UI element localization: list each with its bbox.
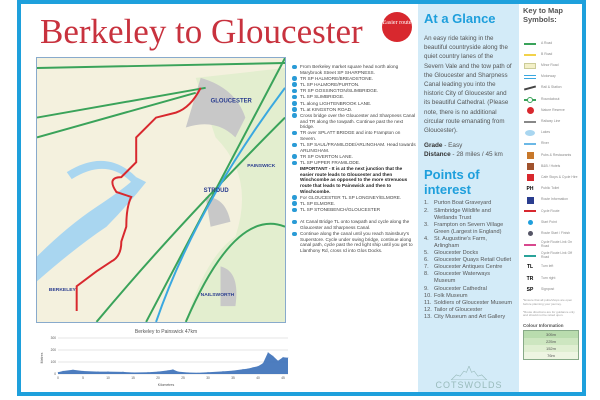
x-tick-label: 15 xyxy=(131,376,135,380)
easier-route-badge: Easier route xyxy=(382,12,412,42)
direction-step: TL along LIGHTENBROOK LANE. xyxy=(292,101,416,107)
poi-item xyxy=(424,286,513,293)
poi-number: 1. xyxy=(424,200,429,207)
poi-number: 8. xyxy=(424,271,429,278)
direction-step: From Berkeley market square head north along Marybrook Street SP SHARPNESS. xyxy=(292,64,416,75)
poi-number: 12. xyxy=(424,306,432,313)
distance-value: - 28 miles / 45 km xyxy=(450,150,503,158)
grade xyxy=(424,142,513,151)
cotswolds-skyline-icon xyxy=(444,366,494,380)
key-item xyxy=(523,60,579,71)
key-symbol-icon xyxy=(523,73,537,81)
distance xyxy=(424,151,513,160)
y-tick-label: 0 xyxy=(54,372,56,377)
elevation-point xyxy=(148,372,149,373)
direction-step: TL SP HALMORE/PURTON. xyxy=(292,82,416,88)
key-label: Pubs & Restaurants xyxy=(541,152,572,157)
poi-name: Gloucester Docks xyxy=(434,250,479,257)
important-note: IMPORTANT - It is at the next junction that the easier route leads to Gloucester and then Winchcombe as opposed to the more strenuous route that leads to Painswick and then to Winchcombe. xyxy=(300,166,408,194)
key-label: Cafe Stops & Cycle Hire xyxy=(541,174,578,179)
key-label: Cycle Route Link Off Road xyxy=(541,251,573,260)
direction-step: TL SP ELMORE. xyxy=(292,201,416,207)
direction-step: TL SP SAUL/FRAMILODE/ARLINGHAM. Head towards ARLINGHAM. xyxy=(292,142,416,153)
elevation-point xyxy=(73,370,74,371)
key-symbol-icon xyxy=(523,252,537,260)
x-tick-label: 0 xyxy=(57,376,59,380)
key-symbol-icon xyxy=(523,51,537,59)
key-item xyxy=(523,83,579,94)
x-tick-label: 5 xyxy=(82,376,84,380)
key-label: Turn left xyxy=(541,264,554,269)
at-a-glance-heading: At a Glance xyxy=(424,11,496,26)
x-tick-label: 45 xyxy=(281,376,285,380)
key-items xyxy=(523,38,579,295)
elevation-point xyxy=(168,370,169,371)
x-tick-label: 35 xyxy=(231,376,235,380)
poi-name: Tailor of Gloucester xyxy=(434,306,483,313)
poi-name: Folk Museum xyxy=(434,292,468,299)
direction-step: TR over SPLATT BRIDGE and into Frampton on Severn. xyxy=(292,130,416,141)
key-symbol-icon xyxy=(523,263,537,271)
poi-item xyxy=(424,257,513,264)
poi-number: 11. xyxy=(424,299,432,306)
chart-title: Berkeley to Painswick 47km xyxy=(134,329,198,335)
elevation-point xyxy=(83,371,84,372)
key-label: Railway Line xyxy=(541,119,561,123)
cotswolds-logo xyxy=(433,366,505,390)
route-map[interactable] xyxy=(36,57,286,323)
key-label: Public Toilet xyxy=(541,186,560,191)
elevation-point xyxy=(108,371,109,372)
elevation-point xyxy=(278,361,279,362)
direction-step: TL SP UPPER FRAMILODE. xyxy=(292,160,416,166)
poi-item xyxy=(424,300,513,307)
at-a-glance-panel xyxy=(418,4,519,392)
key-symbol-icon xyxy=(523,140,537,148)
direction-step: Continue along the canal until you reach Sainsbury's Superstore. Cycle under swing bridge, continue along canal path, cycle past the red light ship until you get to Llanthony Rd, cross rd into Glos Docks. xyxy=(292,231,416,253)
poi-name: Gloucester Waterways Museum xyxy=(434,271,491,285)
key-symbol-icon xyxy=(523,62,537,70)
x-tick-label: 25 xyxy=(181,376,185,380)
key-label: Motorway xyxy=(541,74,556,79)
key-symbol-icon xyxy=(523,40,537,48)
key-symbol-icon xyxy=(523,174,537,182)
key-symbol-text: TL xyxy=(526,264,534,271)
key-symbol-icon xyxy=(523,118,537,126)
poi-name: Gloucester Cathedral xyxy=(434,285,487,292)
elevation-point xyxy=(178,371,179,372)
poi-name: Slimbridge Wildlife and Wetlands Trust xyxy=(434,207,491,221)
direction-step: TL SP STONEBENCH/GLOUCESTER xyxy=(292,207,416,213)
chart-xlabel: Kilometres xyxy=(157,383,175,387)
colour-info-box xyxy=(523,330,579,360)
key-label: Start Point xyxy=(541,219,557,224)
key-note: *Ensure that all pubs/shops are open before planning your journey. xyxy=(523,298,573,306)
key-symbol-icon xyxy=(523,107,537,115)
elevation-point xyxy=(288,358,289,359)
map-key xyxy=(523,6,579,390)
key-label: Roundabout xyxy=(541,96,560,101)
poi-item xyxy=(424,264,513,271)
key-label: Cycle Route xyxy=(541,208,560,213)
key-symbol-icon xyxy=(523,219,537,227)
y-tick-label: 200 xyxy=(50,348,56,353)
key-item xyxy=(523,251,579,262)
glance-description: An easy ride taking in the beautiful countryside along the quiet country lanes of the Severn Vale and the tow path of the Gloucester and Sharpness Canal leading you into the historic City of Gloucester and its beautiful Cathedral. (Please note, there is no additional circular route emanating from Gloucester). xyxy=(424,35,512,135)
elevation-point xyxy=(188,372,189,373)
grade-value: - Easy xyxy=(442,142,463,150)
map-label-stroud: STROUD xyxy=(203,187,229,194)
colour-band: 225m xyxy=(524,338,578,345)
key-label: Minor Road xyxy=(541,63,559,68)
elevation-point xyxy=(173,369,174,370)
poi-number: 6. xyxy=(424,257,429,264)
elevation-profile-chart xyxy=(40,326,292,388)
poi-item xyxy=(424,250,513,257)
poi-number: 2. xyxy=(424,207,429,214)
poi-number: 7. xyxy=(424,264,429,271)
poi-name: Purton Boat Graveyard xyxy=(434,200,492,207)
elevation-point xyxy=(58,372,59,373)
key-heading: Key to Map Symbols: xyxy=(523,6,564,24)
key-item xyxy=(523,150,579,161)
key-item xyxy=(523,105,579,116)
x-tick-label: 30 xyxy=(206,376,210,380)
distance-label: Distance xyxy=(424,150,451,158)
map-svg xyxy=(37,58,285,322)
elevation-point xyxy=(133,372,134,373)
points-of-interest-heading: Points of interest xyxy=(424,167,480,198)
poi-number: 5. xyxy=(424,250,429,257)
key-symbol-icon xyxy=(523,129,537,137)
key-label: A Road xyxy=(541,40,553,45)
key-item xyxy=(523,72,579,83)
route-directions xyxy=(292,64,416,254)
key-label: B&B / Hotels xyxy=(541,163,561,168)
poi-name: City Museum and Art Gallery xyxy=(434,313,506,320)
grade-label: Grade xyxy=(424,142,443,150)
poi-item xyxy=(424,307,513,314)
elevation-point xyxy=(158,371,159,372)
elevation-point xyxy=(258,366,259,367)
direction-step: At Canal Bridge TL onto towpath and cycle along the Gloucester and Sharpness Canal. xyxy=(292,219,416,230)
map-label-painswick: PAINSWICK xyxy=(247,164,276,170)
elevation-point xyxy=(253,367,254,368)
poi-number: 4. xyxy=(424,235,429,242)
x-tick-label: 20 xyxy=(156,376,160,380)
elevation-point xyxy=(198,373,199,374)
elevation-point xyxy=(233,370,234,371)
colour-info-heading: Colour Information xyxy=(523,322,564,328)
key-symbol-text: SP xyxy=(526,286,534,293)
severn-estuary xyxy=(37,177,146,281)
key-item xyxy=(523,161,579,172)
key-item xyxy=(523,128,579,139)
key-label: Route Start / Finish xyxy=(541,230,571,235)
y-tick-label: 100 xyxy=(50,360,56,365)
key-symbol-icon xyxy=(523,96,537,104)
points-of-interest-list xyxy=(424,200,513,321)
direction-step: TL SP SLIMBRIDGE. xyxy=(292,94,416,100)
elevation-point xyxy=(98,371,99,372)
elevation-point xyxy=(243,369,244,370)
elevation-point xyxy=(63,371,64,372)
elevation-point xyxy=(263,363,264,364)
cotswolds-logo-text: COTSWOLDS xyxy=(435,380,503,390)
poi-item xyxy=(424,293,513,300)
poi-name: Soldiers of Gloucester Museum xyxy=(434,299,513,306)
chart-ylabel: Metres xyxy=(40,352,44,364)
page-title: Berkeley to Gloucester xyxy=(40,12,363,51)
poi-name: St. Augustine's Farm, Arlingham xyxy=(434,235,487,249)
colour-band: 152m xyxy=(524,345,578,352)
key-item xyxy=(523,172,579,183)
key-item xyxy=(523,139,579,150)
elevation-point xyxy=(248,368,249,369)
poi-number: 9. xyxy=(424,285,429,292)
elevation-point xyxy=(123,372,124,373)
key-symbol-icon xyxy=(523,207,537,215)
poi-item xyxy=(424,200,513,207)
key-item xyxy=(523,206,579,217)
key-note: *Route directions are for guidance only and should not be relied upon. xyxy=(523,309,575,318)
key-item xyxy=(523,284,579,295)
key-symbol-icon xyxy=(523,241,537,249)
key-symbol-icon xyxy=(523,163,537,171)
elevation-area xyxy=(58,352,288,374)
key-item xyxy=(523,262,579,273)
key-symbol-icon xyxy=(523,286,537,294)
y-tick-label: 300 xyxy=(50,336,56,341)
x-tick-label: 40 xyxy=(256,376,260,380)
key-item xyxy=(523,49,579,60)
key-label: Rail & Station xyxy=(541,85,562,90)
poi-number: 10. xyxy=(424,292,432,299)
key-symbol-icon xyxy=(523,230,537,238)
direction-step: TL at KINGSTON ROAD. xyxy=(292,107,416,113)
key-item xyxy=(523,195,579,206)
key-item xyxy=(523,217,579,228)
elevation-point xyxy=(283,357,284,358)
poi-item xyxy=(424,236,513,250)
key-label: Signpost xyxy=(541,286,555,291)
poi-item xyxy=(424,208,513,222)
key-item xyxy=(523,94,579,105)
elevation-point xyxy=(223,371,224,372)
key-item xyxy=(523,228,579,239)
direction-step: For GLOUCESTER TL SP LONGNEY/ELMORE. xyxy=(292,195,416,201)
poi-name: Gloucester Antiques Centre xyxy=(434,264,503,271)
direction-step: TR SP OVERTON LANE. xyxy=(292,154,416,160)
key-label: River xyxy=(541,141,549,146)
key-label: Cycle Route Link On Road xyxy=(541,240,573,248)
key-symbol-text: PH xyxy=(526,186,534,193)
key-symbol-text: TR xyxy=(526,275,534,282)
key-symbol-icon xyxy=(523,84,537,92)
key-item xyxy=(523,273,579,284)
direction-step: TR SP HALMORE/BREADSTONE. xyxy=(292,76,416,82)
poi-item xyxy=(424,222,513,236)
map-label-gloucester: GLOUCESTER xyxy=(210,98,252,105)
key-item xyxy=(523,116,579,127)
poi-name: Frampton on Severn Village Green (Largest in England) xyxy=(434,221,504,235)
key-item xyxy=(523,183,579,194)
key-symbol-icon xyxy=(523,196,537,204)
colour-band: 305m xyxy=(524,331,578,338)
key-symbol-icon xyxy=(523,275,537,283)
map-label-nailsworth: NAILSWORTH xyxy=(200,293,235,299)
key-symbol-icon xyxy=(523,151,537,159)
direction-step: Cross bridge over the Gloucester and Sharpness Canal and TR along the towpath. Continue past the next bridge. xyxy=(292,113,416,130)
key-label: B Road xyxy=(541,51,553,56)
key-symbol-icon xyxy=(523,185,537,193)
poi-name: Gloucester Quays Retail Outlet xyxy=(434,257,512,264)
elevation-point xyxy=(268,352,269,353)
poi-item xyxy=(424,314,513,321)
elevation-point xyxy=(208,372,209,373)
elevation-point xyxy=(273,356,274,357)
key-label: Lakes xyxy=(541,130,551,135)
map-label-berkeley: BERKELEY xyxy=(48,288,76,294)
key-item xyxy=(523,38,579,49)
poi-number: 3. xyxy=(424,221,429,228)
colour-band: 76m xyxy=(524,352,578,359)
key-label: Turn right xyxy=(541,275,556,280)
direction-step: TR SP GOSSINGTON/SLIMBRIDGE. xyxy=(292,88,416,94)
key-label: Route Information xyxy=(541,197,568,202)
x-tick-label: 10 xyxy=(106,376,110,380)
poi-item xyxy=(424,271,513,285)
poi-number: 13. xyxy=(424,313,432,320)
key-item xyxy=(523,239,579,250)
key-label: Nature Reserve xyxy=(541,107,565,112)
